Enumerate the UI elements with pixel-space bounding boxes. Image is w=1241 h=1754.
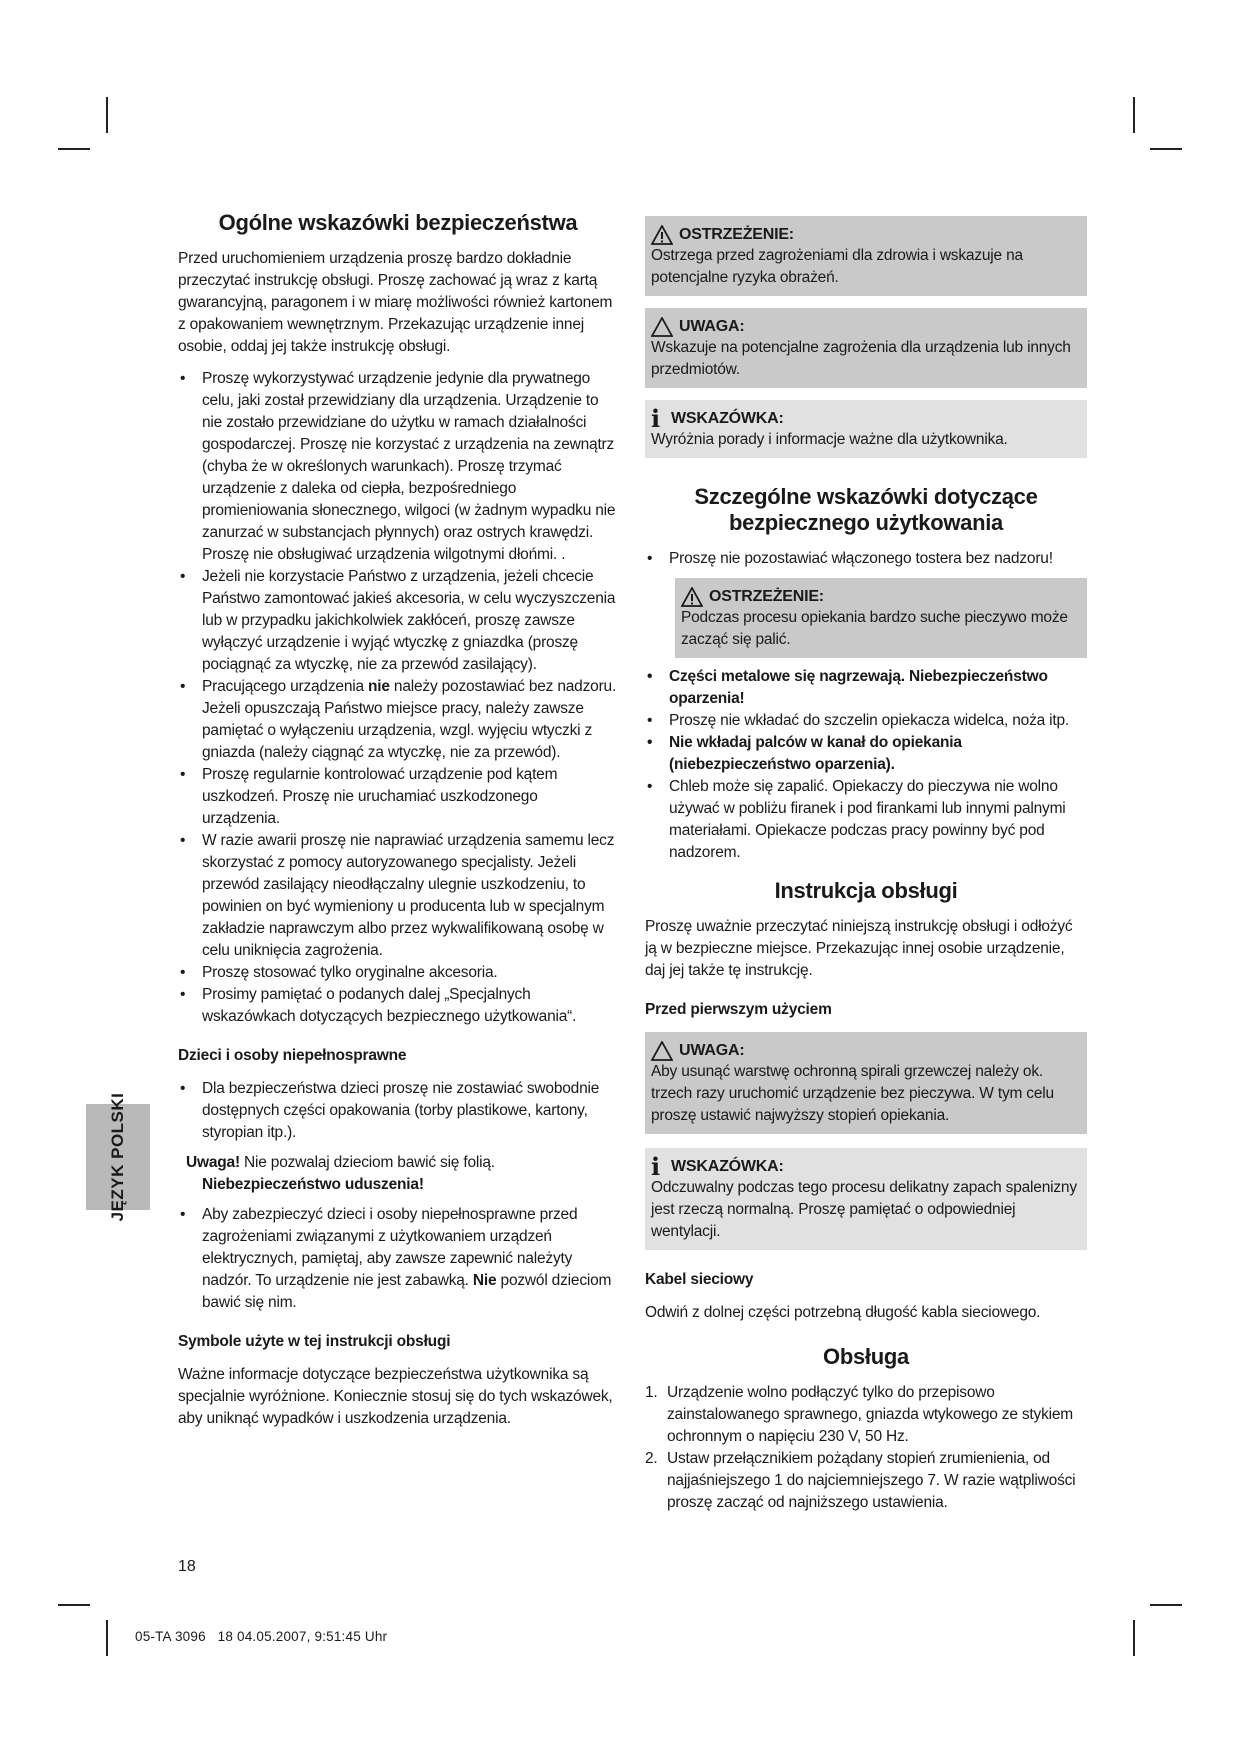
hint-box [645, 400, 1087, 458]
box-title: WSKAZÓWKA: [671, 410, 784, 427]
caution-triangle-icon [651, 1041, 673, 1061]
warning-text: Nie pozwalaj dzieciom bawić się folią. [244, 1154, 495, 1171]
box-title: UWAGA: [679, 318, 745, 335]
warning-bold: Niebezpieczeństwo uduszenia! [202, 1176, 424, 1193]
operation-steps [645, 1382, 1087, 1514]
safety-bullet: • Proszę stosować tylko oryginalne akcesoria. [178, 962, 618, 984]
crop-mark [1133, 1620, 1135, 1656]
language-side-tab [86, 1092, 150, 1222]
warning-box [675, 578, 1087, 658]
special-bullet: • Części metalowe się nagrzewają. Niebezpieczeństwo oparzenia! [645, 666, 1087, 710]
suffocation-warning [178, 1152, 618, 1196]
operation-step [645, 1448, 1087, 1514]
box-text: Wyróżnia porady i informacje ważne dla użytkownika. [651, 431, 1008, 448]
operation-title: Obsługa [823, 1344, 909, 1369]
box-text: Podczas procesu opiekania bardzo suche pieczywo może zacząć się palić. [681, 609, 1068, 648]
symbols-heading: Symbole użyte w tej instrukcji obsługi [178, 1333, 451, 1350]
safety-bullet: • Proszę regularnie kontrolować urządzenie pod kątem uszkodzeń. Proszę nie uruchamiać uszkodzonego urządzenia. [178, 764, 618, 830]
bold-emphasis: Nie [472, 1272, 497, 1289]
box-title: UWAGA: [679, 1042, 745, 1059]
bullet-text: Aby zabezpieczyć dzieci i osoby niepełnosprawne przed zagrożeniami związanymi z użytkowaniem urządzeń elektrycznych, pamiętaj, aby zawsze zapewnić należyty nadzór. To urządzenie nie jest zabawką. [202, 1206, 578, 1289]
cable-heading: Kabel sieciowy [645, 1271, 754, 1288]
crop-mark [58, 1604, 90, 1606]
special-bullets-2 [645, 666, 1087, 864]
crop-mark [58, 148, 90, 150]
box-text: Ostrzega przed zagrożeniami dla zdrowia i wskazuje na potencjalne ryzyka obrażeń. [651, 247, 1023, 286]
special-bullet: • Proszę nie pozostawiać włączonego tostera bez nadzoru! [645, 548, 1087, 570]
crop-mark [1150, 1604, 1182, 1606]
safety-bullet: • W razie awarii proszę nie naprawiać urządzenia samemu lecz skorzystać z pomocy autoryzowanego specjalisty. Jeżeli przewód zasilający nieodłączalny ulegnie uszkodzeniu, to powinien on być wymieniony u producenta lub w specjalnym zakładzie naprawczym albo przez wykwalifikowaną osobę w celu uniknięcia zagrożenia. [178, 830, 618, 962]
special-bullet: • Chleb może się zapalić. Opiekaczy do pieczywa nie wolno używać w pobliżu firanek i pod firankami lub innymi palnymi materiałami. Opiekacze podczas pracy powinny być pod nadzorem. [645, 776, 1087, 864]
info-icon: i [651, 404, 660, 433]
children-heading: Dzieci i osoby niepełnosprawne [178, 1047, 407, 1064]
caution-triangle-icon [651, 317, 673, 337]
bold-emphasis: nie [368, 678, 390, 695]
print-footer: 05-TA 3096 18 04.05.2007, 9:51:45 Uhr [135, 1629, 388, 1644]
warning-triangle-icon [651, 225, 673, 245]
operation-step [645, 1382, 1087, 1448]
cable-paragraph: Odwiń z dolnej części potrzebną długość kabla sieciowego. [645, 1304, 1041, 1321]
crop-mark [1150, 148, 1182, 150]
special-bullets [645, 548, 1087, 570]
box-text: Wskazuje na potencjalne zagrożenia dla urządzenia lub innych przedmiotów. [651, 339, 1071, 378]
caution-box [645, 1032, 1087, 1134]
bullet-text: Pracującego urządzenia [202, 678, 364, 695]
children-bullet: • Dla bezpieczeństwa dzieci proszę nie zostawiać swobodnie dostępnych części opakowania (torby plastikowe, kartony, styropian itp.). [178, 1078, 618, 1144]
safety-bullet [178, 676, 618, 764]
children-bullets-2 [178, 1204, 618, 1314]
warning-label: Uwaga! [186, 1154, 240, 1171]
children-bullets [178, 1078, 618, 1144]
children-bullet [178, 1204, 618, 1314]
safety-bullets [178, 368, 618, 1028]
warning-triangle-icon [681, 587, 703, 607]
bullet-text: pozwól dzieciom bawić się nim. [202, 1272, 612, 1311]
box-text: Odczuwalny podczas tego procesu delikatny zapach spalenizny jest rzeczą normalną. Proszę pamiętać o odpowiedniej wentylacji. [651, 1179, 1077, 1240]
safety-bullet: • Jeżeli nie korzystacie Państwo z urządzenia, jeżeli chcecie Państwo zamontować jakieś akcesoria, w celu wyczyszczenia lub w przypadku jakichkolwiek zakłóceń, proszę zawsze wyłączyć urządzenie i wyjąć wtyczkę z gniazdka (proszę pociągnąć za wtyczkę, nie za przewód zasilający). [178, 566, 618, 676]
crop-mark [106, 97, 108, 133]
right-column [645, 210, 1087, 1514]
caution-box [645, 308, 1087, 388]
safety-bullet: • Prosimy pamiętać o podanych dalej „Specjalnych wskazówkach dotyczących bezpiecznego użytkowania“. [178, 984, 618, 1028]
info-icon: i [651, 1152, 660, 1181]
intro-paragraph: Przed uruchomieniem urządzenia proszę bardzo dokładnie przeczytać instrukcję obsługi. Proszę zachować ją wraz z kartą gwarancyjną, paragonem i w miarę możliwości również kartonem z opakowaniem wewnętrznym. Przekazując urządzenie innej osobie, oddaj jej także instrukcję obsługi. [178, 250, 613, 355]
step-text: Urządzenie wolno podłączyć tylko do przepisowo zainstalowanego sprawnego, gniazda wtykowego ze stykiem ochronnym o napięciu 230 V, 50 Hz. [667, 1384, 1074, 1445]
safety-bullet: • Proszę wykorzystywać urządzenie jedynie dla prywatnego celu, jaki został przewidziany dla urządzenia. Urządzenie to nie zostało przewidziane do użytku w ramach działalności gospodarczej. Proszę nie korzystać z urządzenia na zewnątrz (chyba że w określonych warunkach). Proszę trzymać urządzenie z daleka od ciepła, bezpośredniego promieniowania słonecznego, wilgoci (w żadnym wypadku nie zanurzać w substancjach płynnych) oraz ostrych krawędzi. Proszę nie obsługiwać urządzenia wilgotnymi dłońmi. . [178, 368, 618, 566]
hint-box [645, 1148, 1087, 1250]
page-number: 18 [178, 1558, 196, 1575]
special-safety-title: Szczególne wskazówki dotyczące bezpiecznego użytkowania [694, 484, 1038, 535]
special-bullet: • Nie wkładaj palców w kanał do opiekania (niebezpieczeństwo oparzenia). [645, 732, 1087, 776]
step-text: Ustaw przełącznikiem pożądany stopień zrumienienia, od najjaśniejszego 1 do najciemniejszego 7. W razie wątpliwości proszę zacząć od najniższego ustawienia. [667, 1450, 1076, 1511]
box-title: WSKAZÓWKA: [671, 1158, 784, 1175]
box-text: Aby usunąć warstwę ochronną spirali grzewczej należy ok. trzech razy uruchomić urządzenie bez pieczywa. W tym celu proszę ustawić najwyższy stopień opiekania. [651, 1063, 1054, 1124]
manual-title: Instrukcja obsługi [774, 878, 958, 903]
special-bullet: • Proszę nie wkładać do szczelin opiekacza widelca, noża itp. [645, 710, 1087, 732]
left-column [178, 210, 618, 1430]
step-number: 1. [645, 1384, 658, 1401]
box-title: OSTRZEŻENIE: [709, 588, 824, 605]
box-title: OSTRZEŻENIE: [679, 226, 794, 243]
crop-mark [1133, 97, 1135, 133]
crop-mark [106, 1620, 108, 1656]
bullet-text: należy pozostawiać bez nadzoru. Jeżeli opuszczają Państwo miejsce pracy, należy zawsze pamiętać o wyłączeniu urządzenia, wzgl. wyjęciu wtyczki z gniazda (należy ciągnąć za wtyczkę, nie za przewód). [202, 678, 617, 761]
first-use-heading: Przed pierwszym użyciem [645, 1001, 832, 1018]
warning-box [645, 216, 1087, 296]
language-tab-label: JĘZYK POLSKI [108, 1092, 127, 1222]
step-number: 2. [645, 1450, 658, 1467]
symbols-paragraph: Ważne informacje dotyczące bezpieczeństwa użytkownika są specjalnie wyróżnione. Koniecznie stosuj się do tych wskazówek, aby uniknąć wypadków i uszkodzenia urządzenia. [178, 1366, 613, 1427]
manual-paragraph: Proszę uważnie przeczytać niniejszą instrukcję obsługi i odłożyć ją w bezpieczne miejsce. Przekazując innej osobie urządzenie, daj jej także tę instrukcję. [645, 918, 1073, 979]
general-safety-title: Ogólne wskazówki bezpieczeństwa [218, 210, 578, 235]
